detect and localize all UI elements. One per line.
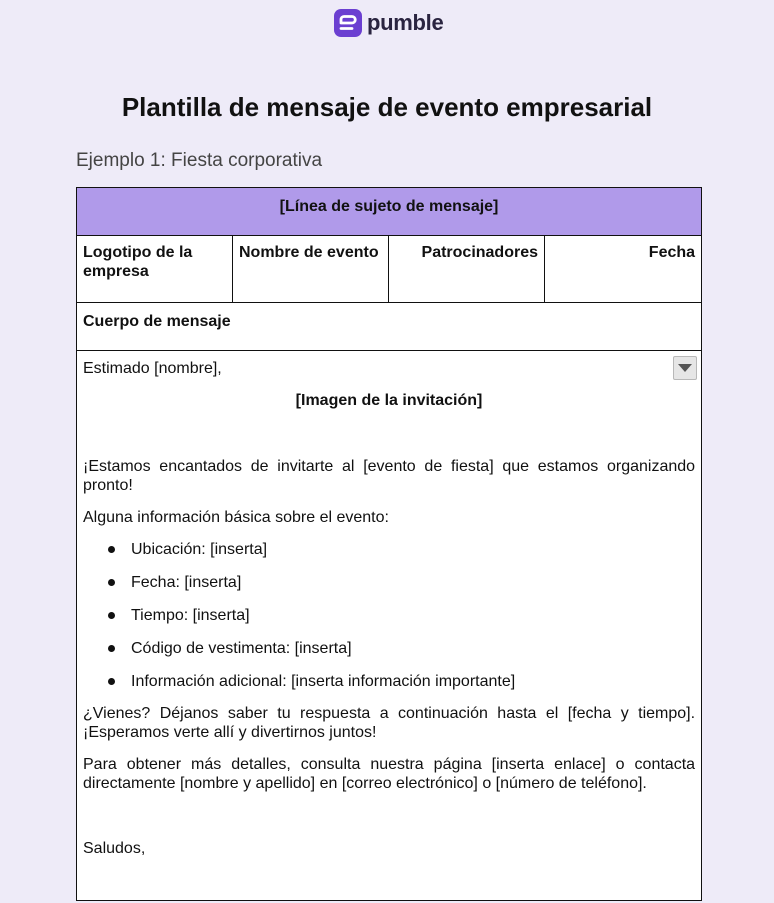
list-item: [83, 606, 695, 625]
dropdown-button[interactable]: [673, 356, 697, 380]
greeting: Estimado [nombre],: [83, 360, 222, 377]
detail-dress-code: Código de vestimenta: [inserta]: [131, 640, 352, 657]
rsvp-paragraph: ¿Vienes? Déjanos saber tu respuesta a continuación hasta el [fecha y tiempo]. ¡Esperamos verte allí y divertirnos juntos!: [83, 705, 696, 741]
list-item: [83, 639, 695, 658]
message-body-cell: [77, 351, 702, 901]
detail-date: Fecha: [inserta]: [131, 574, 242, 591]
list-item: [83, 573, 695, 592]
bullet-icon: [108, 645, 115, 652]
intro-paragraph: ¡Estamos encantados de invitarte al [evento de fiesta] que estamos organizando pronto!: [83, 458, 696, 494]
list-item: [83, 540, 695, 559]
column-header-logo: Logotipo de la empresa: [77, 236, 233, 303]
bullet-icon: [108, 579, 115, 586]
event-details-list: [83, 540, 695, 691]
column-header-event-name: Nombre de evento: [233, 236, 389, 303]
pumble-logo-icon: [334, 9, 362, 37]
bullet-icon: [108, 546, 115, 553]
message-template-table: [76, 187, 702, 901]
more-info-paragraph: Para obtener más detalles, consulta nuestra página [inserta enlace] o contacta directamente [nombre y apellido] en [correo electrónico] o [número de teléfono].: [83, 756, 696, 792]
detail-location: Ubicación: [inserta]: [131, 541, 268, 558]
pumble-logo[interactable]: [334, 9, 443, 37]
column-header-date: Fecha: [545, 236, 702, 303]
detail-time: Tiempo: [inserta]: [131, 607, 250, 624]
closing: Saludos,: [83, 840, 146, 857]
chevron-down-icon: [678, 364, 692, 372]
bullet-icon: [108, 678, 115, 685]
column-header-sponsors: Patrocinadores: [389, 236, 545, 303]
subject-line-cell: [Línea de sujeto de mensaje]: [77, 188, 702, 236]
brand-name: pumble: [367, 10, 444, 35]
info-intro: Alguna información básica sobre el evento:: [83, 509, 389, 526]
invitation-image-placeholder: [Imagen de la invitación]: [295, 392, 483, 409]
list-item: [83, 672, 695, 691]
body-label-cell: Cuerpo de mensaje: [77, 303, 702, 351]
detail-additional-info: Información adicional: [inserta información importante]: [131, 673, 516, 690]
example-heading: Ejemplo 1: Fiesta corporativa: [76, 150, 323, 171]
page-title: Plantilla de mensaje de evento empresarial: [121, 92, 653, 122]
bullet-icon: [108, 612, 115, 619]
